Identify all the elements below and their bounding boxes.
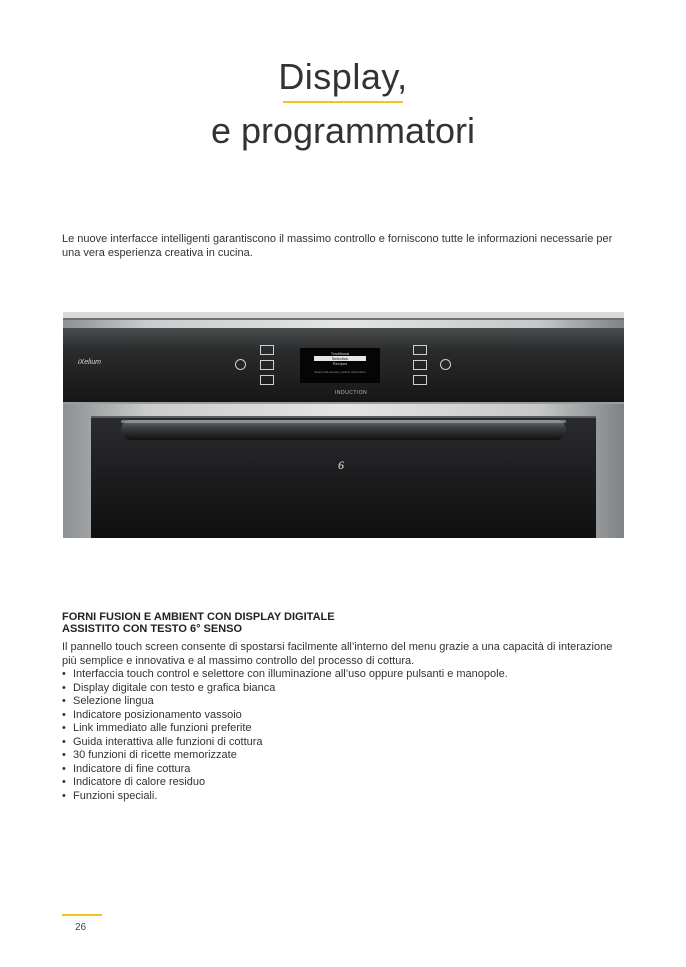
page-number: 26 — [75, 922, 87, 933]
footer-accent-rule — [62, 914, 102, 916]
title-line-2: e programmatori — [210, 110, 476, 151]
section-paragraph: Il pannello touch screen consente di spostarsi facilmente all’interno del menu grazie a una capacità di interazione più semplice e innovativa e al massimo controllo del processo di cottura. — [62, 641, 613, 667]
list-item: • Selezione lingua — [62, 695, 627, 709]
list-item: • 30 funzioni di ricette memorizzate — [62, 749, 627, 763]
oven-brand-logo: iXelium — [78, 359, 101, 366]
list-item: • Display digitale con testo e grafica bianca — [62, 682, 627, 696]
list-item: • Indicatore di calore residuo — [62, 776, 627, 790]
power-icon — [235, 359, 246, 370]
oven-photo — [63, 312, 624, 538]
list-item: • Indicatore di fine cottura — [62, 763, 627, 777]
title-accent-underline — [283, 101, 403, 103]
list-item: • Indicatore posizionamento vassoio — [62, 709, 627, 723]
display-line-2: Selection — [314, 356, 366, 361]
list-item: • Interfaccia touch control e selettore con illuminazione all’uso oppure pulsanti e manopole. — [62, 668, 627, 682]
list-item: • Link immediato alle funzioni preferite — [62, 722, 627, 736]
display-hint: Select with arrows, confirm with button — [314, 370, 366, 374]
section-heading-line-1: FORNI FUSION E AMBIENT CON DISPLAY DIGITALE — [62, 611, 335, 623]
oven-display — [300, 348, 380, 383]
back-key-icon — [260, 375, 274, 385]
display-line-1: Traditional — [330, 351, 350, 356]
sixth-sense-logo: 6 — [338, 458, 344, 472]
list-item: • Guida interattiva alle funzioni di cottura — [62, 736, 627, 750]
arrow-up-icon — [413, 345, 427, 355]
settings-key-icon — [260, 360, 274, 370]
intro-paragraph: Le nuove interfacce intelligenti garantiscono il massimo controllo e forniscono tutte le informazioni necessarie per una vera esperienza creativa in cucina. — [62, 233, 613, 259]
induction-label: INDUCTION — [335, 390, 368, 396]
title-line-1: Display, — [278, 56, 408, 97]
section-heading-line-2: ASSISTITO CON TESTO 6° SENSO — [62, 623, 243, 635]
page-title — [0, 55, 686, 153]
ok-icon — [413, 360, 427, 370]
arrow-down-icon — [413, 375, 427, 385]
feature-list — [62, 668, 627, 803]
section-heading — [62, 611, 622, 635]
menu-key-icon — [260, 345, 274, 355]
start-icon — [440, 359, 451, 370]
display-line-3: Recipes — [332, 361, 348, 366]
list-item: • Funzioni speciali. — [62, 790, 627, 804]
section-body — [62, 641, 627, 803]
